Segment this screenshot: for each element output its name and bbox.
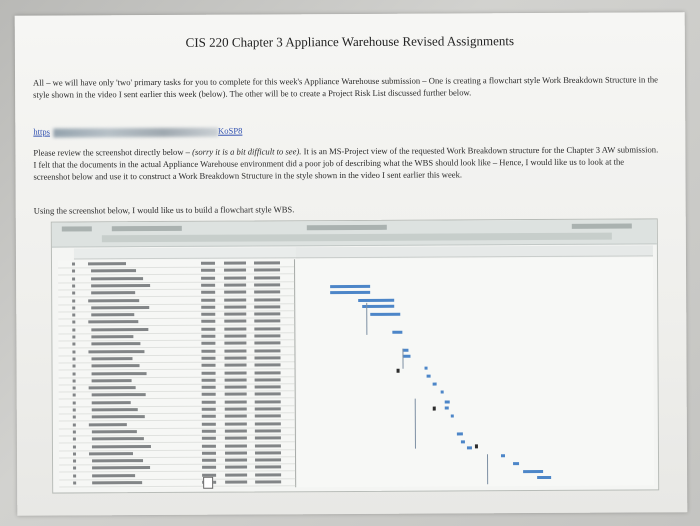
review-rest: It is an MS-Project view of the requested Work Breakdown structure for the Chapter 3 AW submission. I felt that the documents in the actual Appliance Warehouse environment did a poor job of describing what the WBS should look like – Hence, I would like us to look at the screenshot below and use it to construct a Work Breakdown Structure in the style shown in the video I sent earlier this week. [33, 144, 659, 182]
redacted-url [53, 127, 218, 137]
gantt-bar [451, 414, 454, 417]
instruction-paragraph: Using the screenshot below, I would like us to build a flowchart style WBS. [33, 204, 295, 216]
gantt-bar [445, 406, 449, 409]
link-prefix: https [33, 126, 51, 137]
gantt-bar [523, 470, 543, 473]
gantt-bar [537, 476, 551, 479]
ribbon [52, 219, 657, 247]
gantt-bar [513, 462, 519, 465]
dependency-line [415, 399, 416, 449]
review-paragraph [33, 143, 658, 182]
dependency-line [487, 454, 488, 484]
dependency-line [402, 349, 403, 369]
video-link[interactable] [33, 126, 242, 138]
gantt-bar [445, 400, 450, 403]
gantt-bar [461, 440, 465, 443]
review-italic: (sorry it is a bit difficult to see). [192, 146, 302, 157]
task-row [59, 478, 295, 487]
gantt-bar [330, 285, 370, 288]
gantt-bar [425, 367, 428, 370]
milestone-mark [475, 444, 478, 448]
timeline-header [296, 245, 653, 258]
gantt-bar [370, 313, 400, 316]
document-page [15, 12, 688, 516]
ms-project-screenshot [51, 218, 659, 493]
gantt-bar [433, 383, 437, 386]
gantt-bar [330, 291, 370, 294]
dependency-line [366, 303, 367, 335]
gantt-bar [441, 391, 444, 394]
gantt-bar [501, 454, 505, 457]
gantt-bar [457, 432, 463, 435]
link-suffix: KoSP8 [217, 125, 243, 136]
gantt-bar [427, 375, 431, 378]
intro-paragraph: All – we will have only 'two' primary tasks for you to complete for this week's Appliance Warehouse submission – One is creating a flowchart style Work Breakdown Structure in the style shown in the video I sent earlier this week (below). The other will be to create a Project Risk List discussed further below. [33, 74, 658, 100]
cell-cursor [203, 477, 213, 489]
column-header [74, 247, 300, 259]
gantt-chart [296, 257, 654, 487]
gantt-bar [358, 299, 394, 302]
gantt-bar [392, 331, 402, 334]
task-grid [58, 259, 296, 488]
milestone-mark [433, 407, 436, 411]
gantt-bar [402, 355, 410, 358]
gantt-bar [467, 446, 472, 449]
document-title: CIS 220 Chapter 3 Appliance Warehouse Revised Assignments [185, 33, 515, 50]
milestone-mark [397, 369, 400, 373]
review-lead: Please review the screenshot directly below – [33, 146, 193, 158]
